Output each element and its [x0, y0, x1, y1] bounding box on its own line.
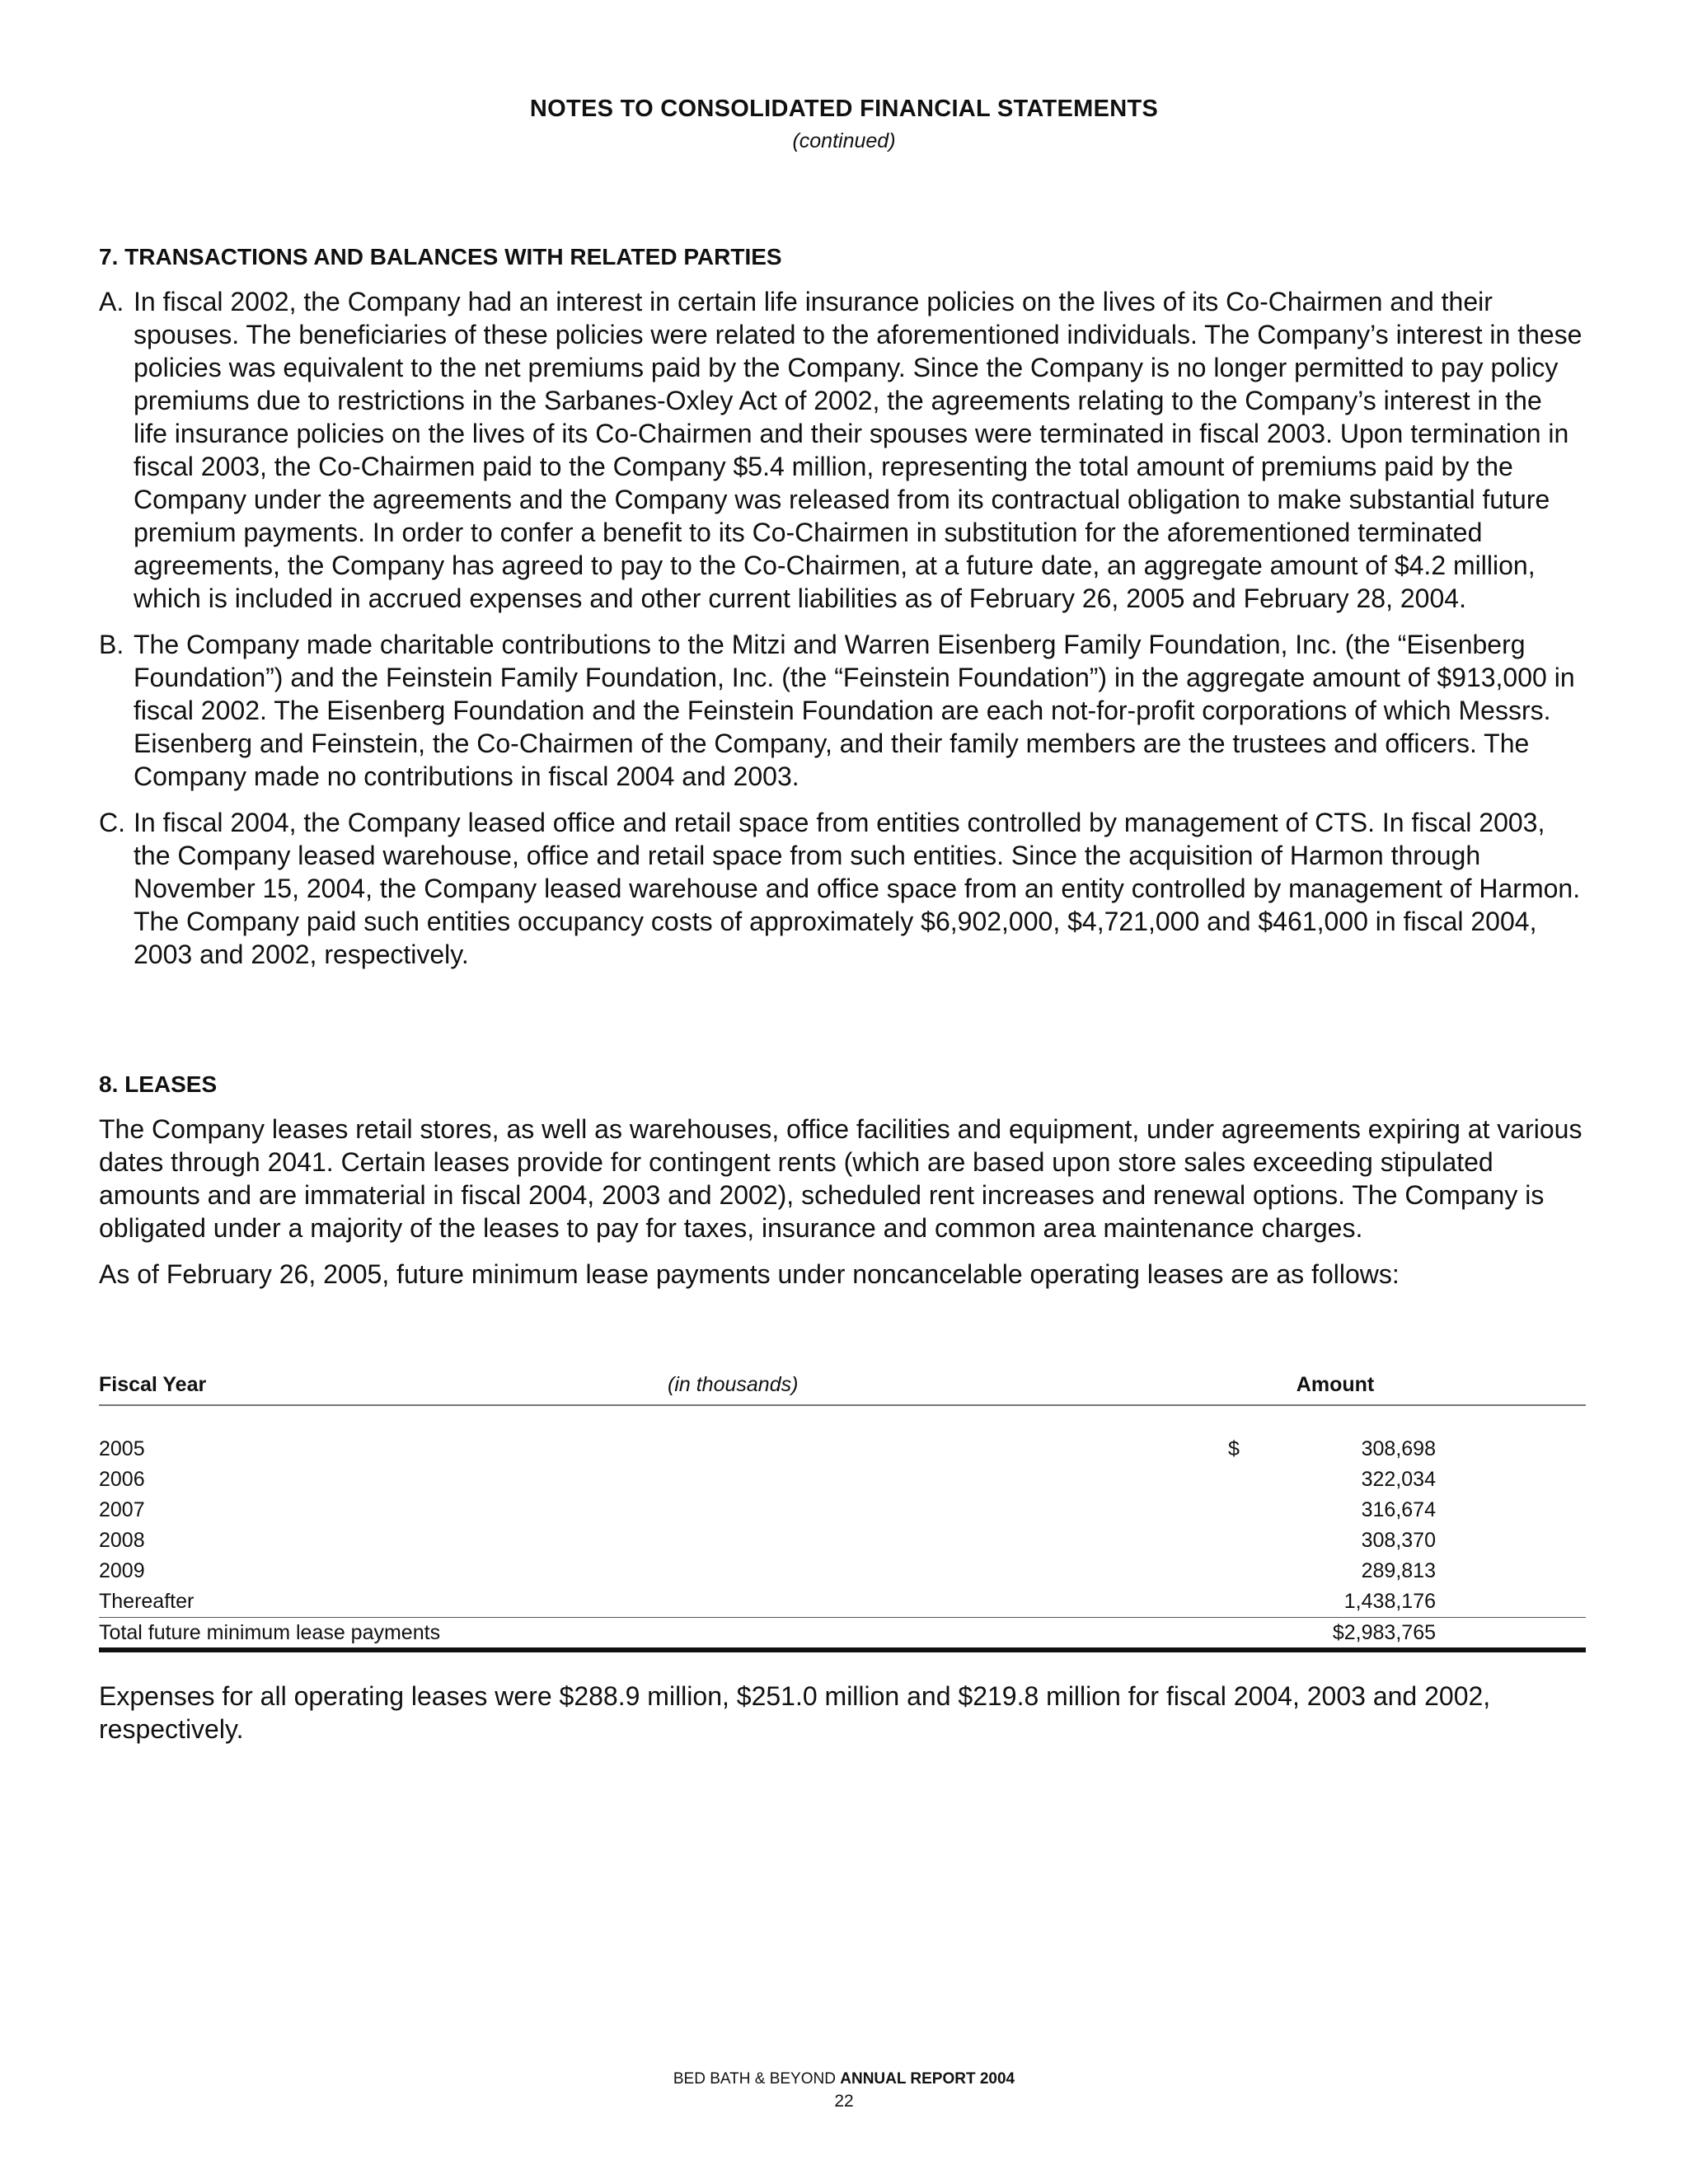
table-row	[99, 1586, 1586, 1617]
item-text: In fiscal 2002, the Company had an interest in certain life insurance policies on the lives of its Co-Chairmen and their spouses. The beneficiaries of these policies were related to the aforementioned individuals. The Company’s interest in these policies was equivalent to the net premiums paid by the Company. Since the Company is no longer permitted to pay policy premiums due to restrictions in the Sarbanes-Oxley Act of 2002, the agreements relating to the Company’s interest in the life insurance policies on the lives of its Co-Chairmen and their spouses were terminated in fiscal 2003. Upon termination in fiscal 2003, the Co-Chairmen paid to the Company $5.4 million, representing the total amount of premiums paid by the Company under the agreements and the Company was released from its contractual obligation to make substantial future premium payments. In order to confer a benefit to its Co-Chairmen in substitution for the aforementioned terminated agreements, the Company has agreed to pay to the Co-Chairmen, at a future date, an aggregate amount of $4.2 million, which is included in accrued expenses and other current liabilities as of February 26, 2005 and February 28, 2004.	[134, 287, 1582, 613]
table-row	[99, 1556, 1586, 1586]
item-letter: B.	[99, 630, 124, 659]
section-heading: 7. TRANSACTIONS AND BALANCES WITH RELATED PARTIES	[99, 244, 782, 269]
total-label: Total future minimum lease payments	[99, 1621, 441, 1644]
lease-payments-table	[99, 1373, 1586, 1652]
page-subtitle: (continued)	[792, 129, 896, 152]
row-label: Thereafter	[99, 1590, 195, 1613]
row-label: 2006	[99, 1468, 145, 1491]
item-text: In fiscal 2004, the Company leased office and retail space from entities controlled by management of CTS. In fiscal 2003, the Company leased warehouse, office and retail space from such entities. Since the acquisition of Harmon through November 15, 2004, the Company leased warehouse and office space from an entity controlled by management of Harmon. The Company paid such entities occupancy costs of approximately $6,902,000, $4,721,000 and $461,000 in fiscal 2004, 2003 and 2002, respectively.	[134, 808, 1581, 969]
list-item	[99, 628, 1582, 793]
row-amount: 308,370	[1361, 1529, 1436, 1552]
table-row	[99, 1434, 1586, 1465]
item-letter: C.	[99, 808, 125, 837]
footer-brand: BED BATH & BEYOND	[673, 2070, 836, 2088]
column-header-fiscal-year: Fiscal Year	[99, 1373, 207, 1396]
table-header	[99, 1373, 1586, 1406]
table-row	[99, 1526, 1586, 1556]
closing-paragraph: Expenses for all operating leases were $288.9 million, $251.0 million and $219.8 million for fiscal 2004, 2003 and 2002, respectively.	[99, 1681, 1491, 1744]
page-number: 22	[834, 2092, 854, 2111]
table-body	[99, 1434, 1586, 1652]
leases-paragraph: The Company leases retail stores, as well as warehouses, office facilities and equipment, under agreements expiring at various dates through 2041. Certain leases provide for contingent rents (which are based upon store sales exceeding stipulated amounts and are immaterial in fiscal 2004, 2003 and 2002), scheduled rent increases and renewal options. The Company is obligated under a majority of the leases to pay for taxes, insurance and common area maintenance charges.	[99, 1114, 1582, 1243]
row-label: 2009	[99, 1559, 145, 1582]
row-amount: 1,438,176	[1343, 1590, 1436, 1613]
row-amount: 316,674	[1361, 1498, 1436, 1521]
section-leases	[99, 1071, 1582, 1291]
footer-line	[0, 2070, 1688, 2088]
list-item	[99, 285, 1582, 615]
currency-symbol: $	[1228, 1437, 1240, 1460]
item-text: The Company made charitable contributions to the Mitzi and Warren Eisenberg Family Foundation, Inc. (the “Eisenberg Foundation”) and the Feinstein Family Foundation, Inc. (the “Feinstein Foundation”) in the aggregate amount of $913,000 in fiscal 2002. The Eisenberg Foundation and the Feinstein Foundation are each not-for-profit corporations of which Messrs. Eisenberg and Feinstein, the Co-Chairmen of the Company, and their family members are the trustees and officers. The Company made no contributions in fiscal 2004 and 2003.	[134, 630, 1575, 791]
leases-intro-paragraph: As of February 26, 2005, future minimum lease payments under noncancelable operating leases are as follows:	[99, 1259, 1400, 1289]
page-header	[0, 96, 1688, 153]
footer-report: ANNUAL REPORT 2004	[840, 2070, 1015, 2088]
page-title: NOTES TO CONSOLIDATED FINANCIAL STATEMENTS	[529, 96, 1159, 122]
row-label: 2007	[99, 1498, 145, 1521]
row-label: 2008	[99, 1529, 145, 1552]
section-related-parties	[99, 244, 1582, 971]
row-label: 2005	[99, 1437, 145, 1460]
page-footer	[0, 2070, 1688, 2111]
table-row	[99, 1465, 1586, 1495]
column-header-units: (in thousands)	[668, 1373, 799, 1396]
row-amount: 322,034	[1361, 1468, 1436, 1491]
item-letter: A.	[99, 287, 124, 316]
section-heading: 8. LEASES	[99, 1071, 218, 1097]
table-total-row	[99, 1617, 1586, 1652]
row-amount: 289,813	[1361, 1559, 1436, 1582]
column-header-amount: Amount	[1296, 1373, 1375, 1396]
row-amount: 308,698	[1361, 1437, 1436, 1460]
list-item	[99, 806, 1582, 971]
table-row	[99, 1495, 1586, 1526]
total-amount: $2,983,765	[1332, 1621, 1436, 1644]
